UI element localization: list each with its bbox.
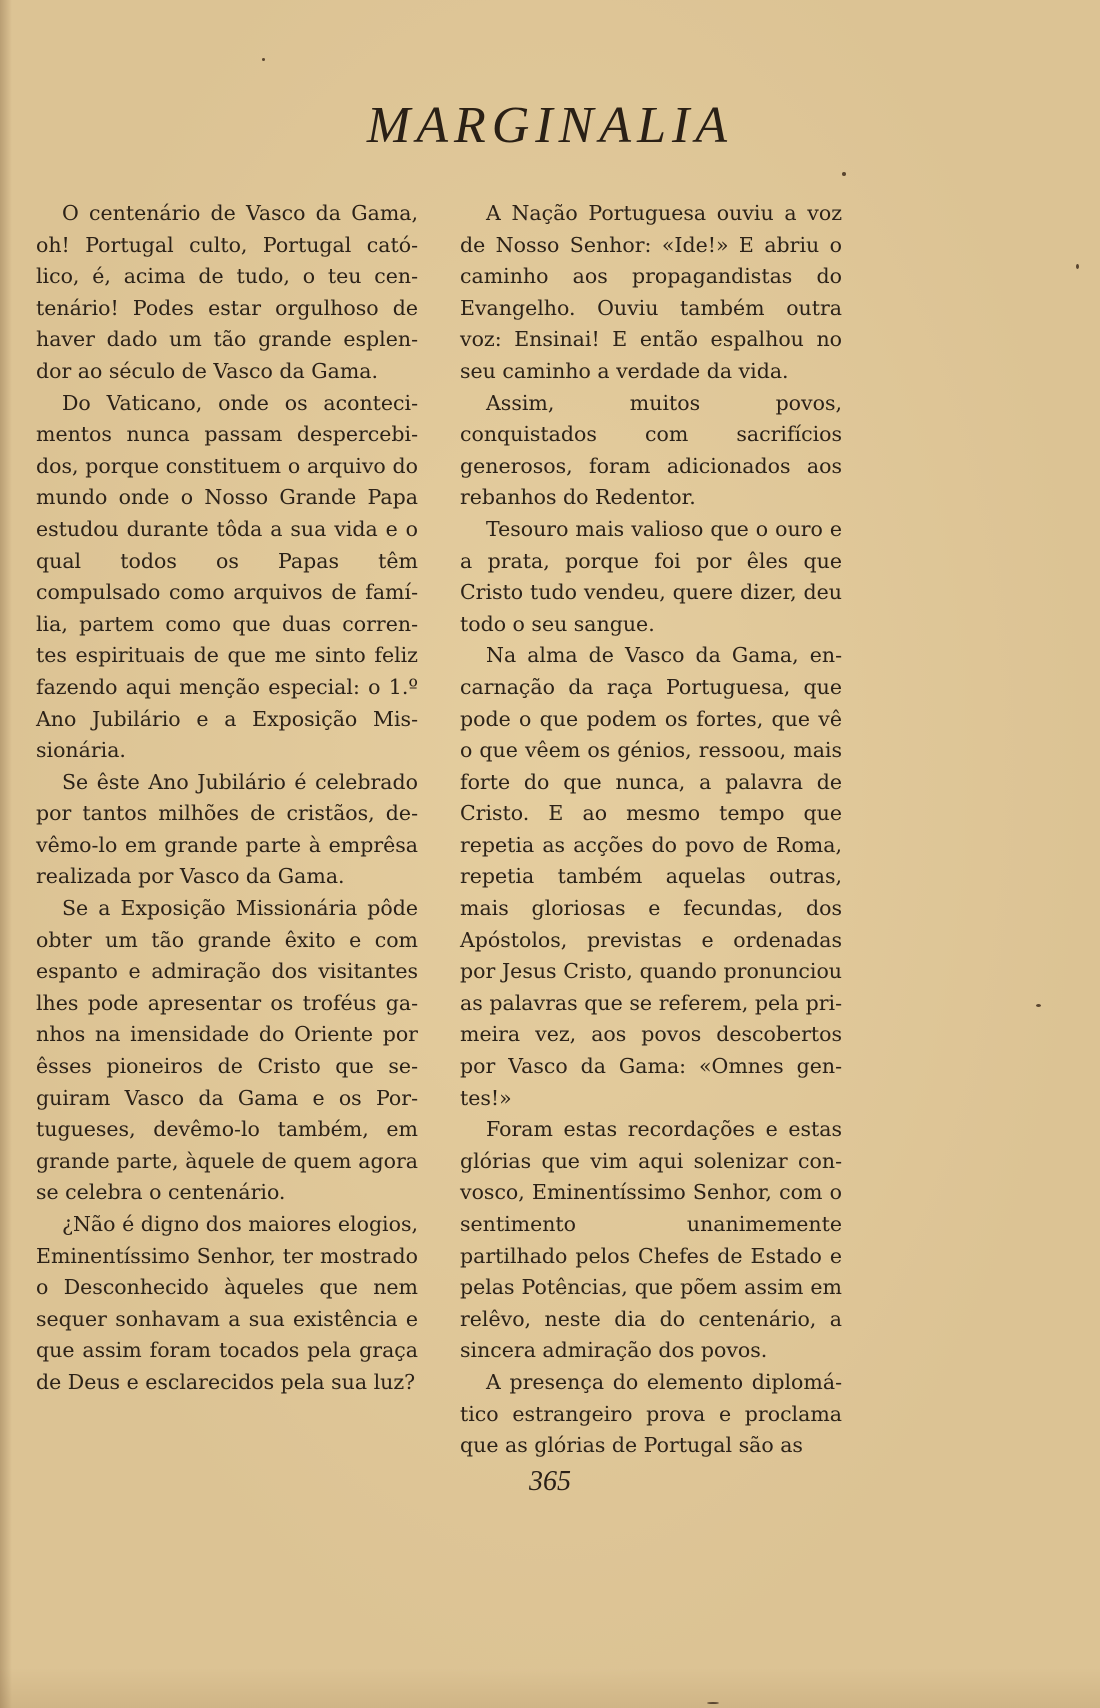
paragraph: Se a Exposição Missionária pôde obter um tão grande êxito e com espanto e admiração dos visitantes lhes pode apresentar os troféus ganhos na imensidade do Oriente por êsses pioneiros de Cristo que seguiram Vasco da Gama e os Portugueses, devêmo-lo também, em grande parte, àquele de quem agora se celebra o centenário. xyxy=(36,896,418,1205)
paper-speck xyxy=(842,172,846,176)
paragraph: Assim, muitos povos, conquistados com sacrifícios generosos, foram adicionados aos rebanhos do Redentor. xyxy=(460,390,842,510)
paragraph: ¿Não é digno dos maiores elogios, Eminentíssimo Senhor, ter mostrado o Desconhecido àqueles que nem sequer sonhavam a sua existência e que assim foram tocados pela graça de Deus e esclarecidos pela sua luz? xyxy=(36,1212,418,1394)
paragraph: A presença do elemento diplomático estrangeiro prova e proclama que as glórias de Portugal são as xyxy=(460,1369,842,1458)
paper-speck xyxy=(1076,264,1079,269)
paper-speck xyxy=(707,1702,719,1704)
paragraph: Tesouro mais valioso que o ouro e a prata, porque foi por êles que Cristo tudo vendeu, quere dizer, deu todo o seu sangue. xyxy=(460,516,842,636)
paragraph: O centenário de Vasco da Gama, oh! Portugal culto, Portugal católico, é, acima de tudo, o teu centenário! Podes estar orgulhoso de haver dado um tão grande esplendor ao século de Vasco da Gama. xyxy=(36,201,418,383)
page-title: MARGINALIA xyxy=(366,97,734,154)
paragraph: Foram estas recordações e estas glórias que vim aqui solenizar convosco, Eminentíssimo Senhor, com o sentimento unanimemente partilhado pelos Chefes de Estado e pelas Potências, que põem assim em relêvo, neste dia do centenário, a sincera admiração dos povos. xyxy=(460,1117,842,1363)
page-number: 365 xyxy=(529,1466,571,1497)
right-column xyxy=(460,198,842,1462)
paper-speck xyxy=(1036,1004,1041,1007)
paragraph: Do Vaticano, onde os acontecimentos nunca passam despercebidos, porque constituem o arquivo do mundo onde o Nosso Grande Papa estudou durante tôda a sua vida e o qual todos os Papas têm compulsado como arquivos de família, partem como que duas correntes espirituais de que me sinto feliz fazendo aqui menção especial: o 1.º Ano Jubilário e a Exposição Missionária. xyxy=(36,390,418,763)
paragraph: A Nação Portuguesa ouviu a voz de Nosso Senhor: «Ide!» E abriu o caminho aos propagandistas do Evangelho. Ouviu também outra voz: Ensinai! E então espalhou no seu caminho a verdade da vida. xyxy=(460,201,842,383)
left-column xyxy=(36,198,418,1399)
paragraph: Se êste Ano Jubilário é celebrado por tantos milhões de cristãos, devêmo-lo em grande parte à emprêsa realizada por Vasco da Gama. xyxy=(36,769,418,889)
paragraph: Na alma de Vasco da Gama, encarnação da raça Portuguesa, que pode o que podem os fortes, que vê o que vêem os génios, ressoou, mais forte do que nunca, a palavra de Cristo. E ao mesmo tempo que repetia as acções do povo de Roma, repetia também aquelas outras, mais gloriosas e fecundas, dos Apóstolos, previstas e ordenadas por Jesus Cristo, quando pronunciou as palavras que se referem, pela primeira vez, aos povos descobertos por Vasco da Gama: «Omnes gentes!» xyxy=(460,643,842,1110)
paper-speck xyxy=(262,58,265,61)
